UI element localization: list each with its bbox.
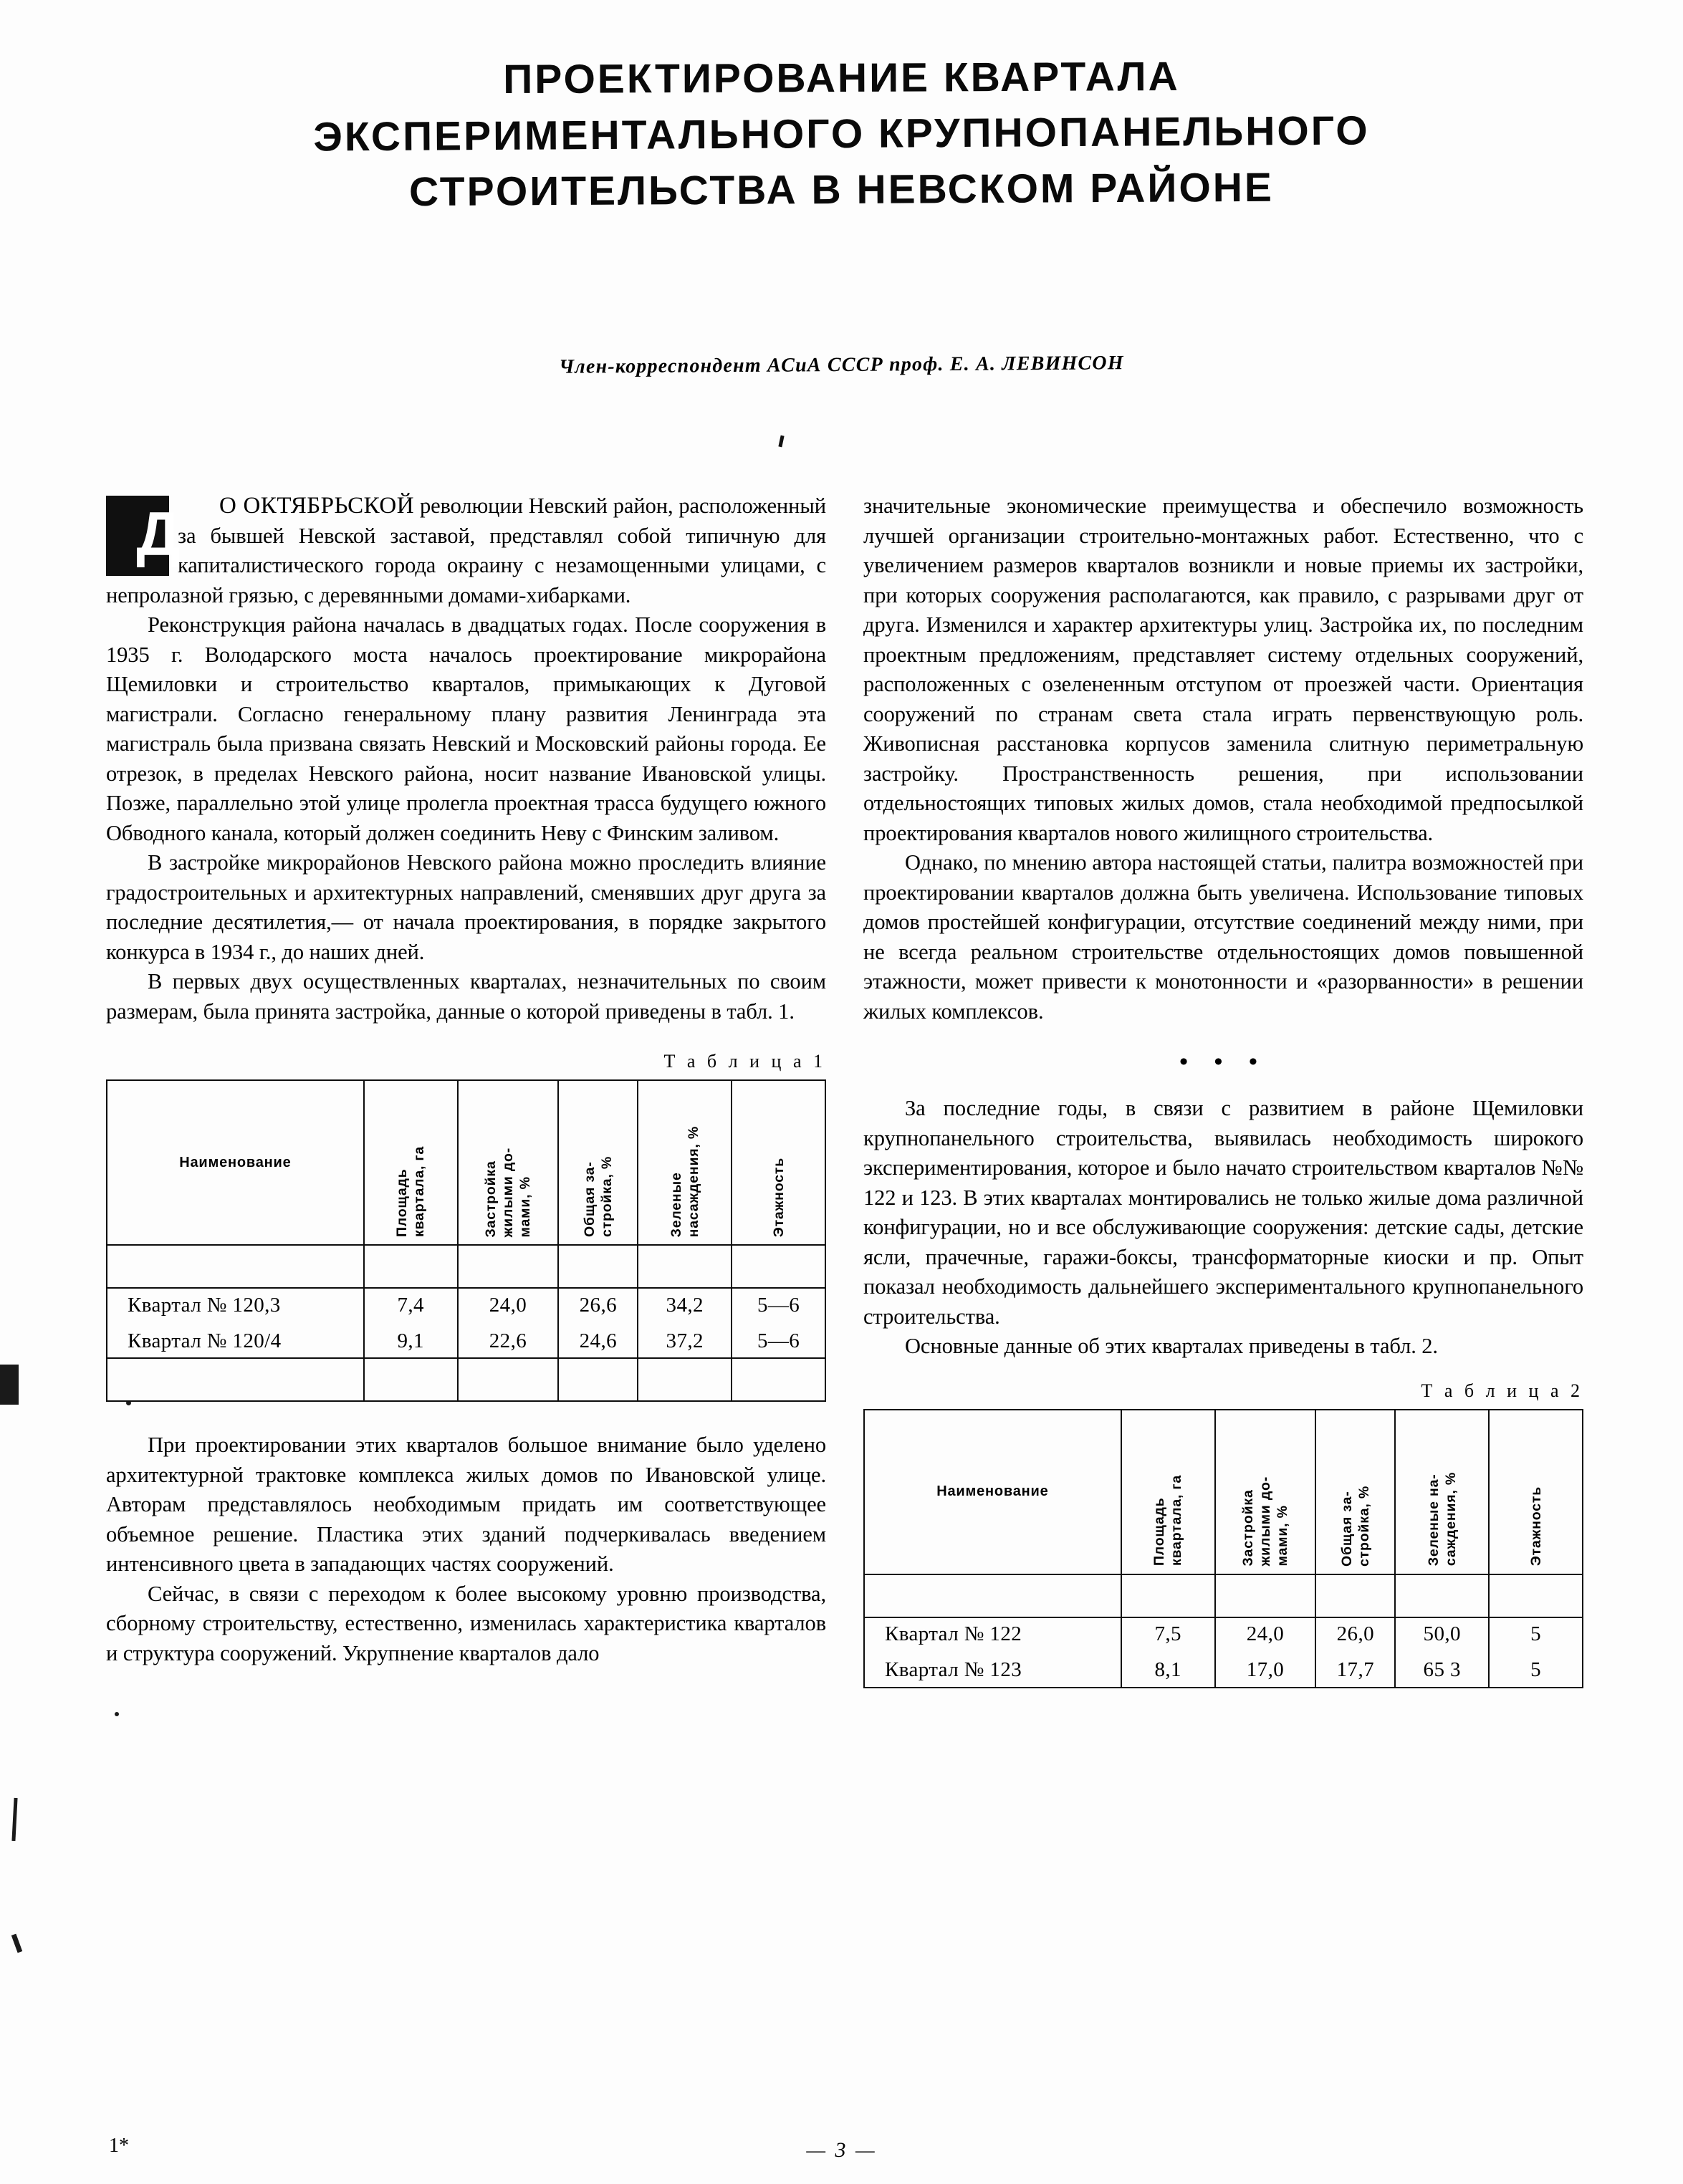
author-byline: Член-корреспондент АСиА СССР проф. Е. А. ЛЕВИНСОН: [559, 352, 1124, 378]
paragraph-first-quarters: В первых двух осуществленных кварталах, незначительных по своим размерам, была принята застройка, данные о которой приведены в табл. 1.: [106, 969, 826, 1024]
table-1-caption: Т а б л и ц а 1: [663, 1051, 826, 1072]
table-2: [863, 1409, 1583, 1688]
table-2-row1-green: 65 3: [1395, 1653, 1489, 1688]
paragraph-shchemilovka: За последние годы, в связи с развитием в районе Щемиловки крупнопанельного строительства, выявилась необходимость широкого экспериментирования, которое и было начато строительством кварталов №№ 122 и 123. В этих кварталах монтировались не только жилые дома различной конфигурации, но и все обслуживающие сооружения: детские сады, детские ясли, прачечные, гаражи-боксы, трансформаторные киоски и пр. Опыт показал необходимость дальнейшего экспериментального крупнопанельного строительства.: [863, 1096, 1583, 1329]
scan-artifact: [0, 1365, 19, 1405]
table-2-wrapper: [863, 1380, 1583, 1688]
table-1-row0-total: 26,6: [558, 1288, 638, 1323]
table-1: [106, 1079, 826, 1402]
table-2-row0-green: 50,0: [1395, 1617, 1489, 1653]
table-2-row0-housing: 24,0: [1215, 1617, 1316, 1653]
table-2-header-total: Общая за- стройка, %: [1315, 1410, 1395, 1574]
table-2-row0-name: Квартал № 122: [864, 1617, 1121, 1653]
table-2-row1-floors: 5: [1489, 1653, 1583, 1688]
table-2-header-housing: Застройка жилыми до- мами, %: [1215, 1410, 1316, 1574]
table-1-header-total: Общая за- стройка, %: [558, 1080, 638, 1245]
scan-artifact: [11, 1798, 17, 1841]
title-line-1: ПРОЕКТИРОВАНИЕ КВАРТАЛА: [503, 53, 1180, 103]
paragraph-intro: [106, 491, 826, 610]
table-1-row0-floors: 5—6: [732, 1288, 825, 1323]
table-1-row0-green: 34,2: [638, 1288, 732, 1323]
paragraph-production: Сейчас, в связи с переходом к более высокому уровню производства, сборному строительству, естественно, изменилась характеристика кварталов и структура сооружений. Укрупнение кварталов дало: [106, 1581, 826, 1665]
paragraph-architecture: При проектировании этих кварталов большое внимание было уделено архитектурной трактовке комплекса жилых домов по Ивановской улице. Авторам представлялось необходимым придать им соответствующее объемное решение. Пластика этих зданий подчеркивалась введением интенсивного цвета в западающих частях сооружений.: [106, 1433, 826, 1576]
table-1-row1-total: 24,6: [558, 1323, 638, 1358]
table-1-row1-green: 37,2: [638, 1323, 732, 1358]
paragraph-economics: значительные экономические преимущества и обеспечило возможность лучшей организации строительно-монтажных работ. Естественно, что с увеличением размеров кварталов возникли и новые приемы их застройки, при которых сооружения располагаются, как правило, с разрывами друг от друга. Изменился и характер архитектуры улиц. Застройка их, по последним проектным предложениям, представляет систему отдельных сооружений, расположенных с озелененным отступом от проезжей части. Ориентация сооружений по странам света стала играть первенствующую роль. Живописная расстановка корпусов заменила слитную периметральную застройку. Пространственность решения, при использовании отдельностоящих типовых жилых домов, стала необходимой предпосылкой проектирования кварталов нового жилищного строительства.: [863, 494, 1583, 845]
table-2-header-area: Площадь квартала, га: [1121, 1410, 1215, 1574]
scan-tick-mark: [778, 436, 784, 448]
title-line-2: ЭКСПЕРИМЕНТАЛЬНОГО КРУПНОПАНЕЛЬНОГО: [313, 107, 1370, 160]
article-title: [0, 50, 1683, 218]
table-2-caption: Т а б л и ц а 2: [1421, 1380, 1583, 1401]
table-1-body: [107, 1245, 825, 1401]
table-1-row1-floors: 5—6: [732, 1323, 825, 1358]
table-1-header-area: Площадь квартала, га: [364, 1080, 458, 1245]
table-2-header-green: Зеленые на- саждения, %: [1395, 1410, 1489, 1574]
table-1-row1-name: Квартал № 120/4: [107, 1323, 364, 1358]
right-text-column: [863, 491, 1583, 1688]
table-1-header-row: [107, 1080, 825, 1245]
page-number: — 3 —: [806, 2138, 877, 2162]
section-separator: • • •: [1179, 1049, 1267, 1075]
table-row-spacer: [864, 1574, 1583, 1617]
table-1-row0-name: Квартал № 120,3: [107, 1288, 364, 1323]
paragraph-microdistricts: В застройке микрорайонов Невского района можно проследить влияние градостроительных и архитектурных направлений, сменявших друг друга за последние десятилетия,— от начала проектирования, в порядке закрытого конкурса в 1934 г., до наших дней.: [106, 850, 826, 964]
paragraph-table2-ref: Основные данные об этих кварталах приведены в табл. 2.: [905, 1334, 1438, 1358]
table-2-row1-area: 8,1: [1121, 1653, 1215, 1688]
title-line-3: СТРОИТЕЛЬСТВА В НЕВСКОМ РАЙОНЕ: [408, 164, 1275, 216]
table-2-row0-total: 26,0: [1315, 1617, 1395, 1653]
table-1-head: [107, 1080, 825, 1245]
table-1-header-green: Зеленые насаждения, %: [638, 1080, 732, 1245]
table-1-header-floors: Этажность: [732, 1080, 825, 1245]
table-1-wrapper: [106, 1051, 826, 1402]
drop-cap: Д: [106, 496, 169, 576]
table-row: [107, 1288, 825, 1323]
table-2-head: [864, 1410, 1583, 1574]
table-2-header-floors: Этажность: [1489, 1410, 1583, 1574]
scan-artifact: [115, 1712, 119, 1716]
table-1-row1-housing: 22,6: [458, 1323, 559, 1358]
table-row: [864, 1653, 1583, 1688]
lead-capitals: О ОКТЯБРЬСКОЙ: [219, 493, 415, 519]
table-1-header-name: Наименование: [107, 1080, 364, 1245]
table-2-row1-total: 17,7: [1315, 1653, 1395, 1688]
table-1-row1-area: 9,1: [364, 1323, 458, 1358]
table-1-row0-housing: 24,0: [458, 1288, 559, 1323]
table-2-body: [864, 1574, 1583, 1688]
table-row: [107, 1323, 825, 1358]
table-1-header-housing: Застройка жилыми до- мами, %: [458, 1080, 559, 1245]
left-text-column: [106, 491, 826, 1668]
paragraph-author-opinion: Однако, по мнению автора настоящей статьи, палитра возможностей при проектировании кварталов должна быть увеличена. Использование типовых домов простейшей конфигурации, отсутствие соединений между ними, при не всегда реальном строительстве отдельностоящих домов повышенной этажности, может привести к монотонности и «разорванности» в решении жилых комплексов.: [863, 850, 1583, 1024]
table-2-header-name: Наименование: [864, 1410, 1121, 1574]
table-row-spacer: [107, 1245, 825, 1288]
table-2-row0-area: 7,5: [1121, 1617, 1215, 1653]
signature-mark: 1*: [109, 2135, 129, 2157]
table-2-header-row: [864, 1410, 1583, 1574]
table-1-row0-area: 7,4: [364, 1288, 458, 1323]
table-row-spacer: [107, 1358, 825, 1401]
table-2-row1-name: Квартал № 123: [864, 1653, 1121, 1688]
paragraph-intro-text: революции Невский район, расположенный за бывшей Невской заставой, представлял собой типичную для капиталистического города окраину с незамощенными улицами, с непролазной грязью, с деревянными домами-хибарками.: [106, 494, 826, 607]
paragraph-reconstruction: Реконструкция района началась в двадцатых годах. После сооружения в 1935 г. Володарского моста началось проектирование микрорайона Щемиловки и строительство кварталов, примыкающих к Дуговой магистрали. Согласно генеральному плану развития Ленинграда эта магистраль была призвана связать Невский и Московский районы города. Ее отрезок, в пределах Невского района, носит название Ивановской улицы. Позже, параллельно этой улице пролегла проектная трасса будущего южного Обводного канала, который должен соединить Неву с Финским заливом.: [106, 612, 826, 845]
table-row: [864, 1617, 1583, 1653]
scan-artifact: [11, 1934, 22, 1953]
table-2-row1-housing: 17,0: [1215, 1653, 1316, 1688]
table-2-row0-floors: 5: [1489, 1617, 1583, 1653]
